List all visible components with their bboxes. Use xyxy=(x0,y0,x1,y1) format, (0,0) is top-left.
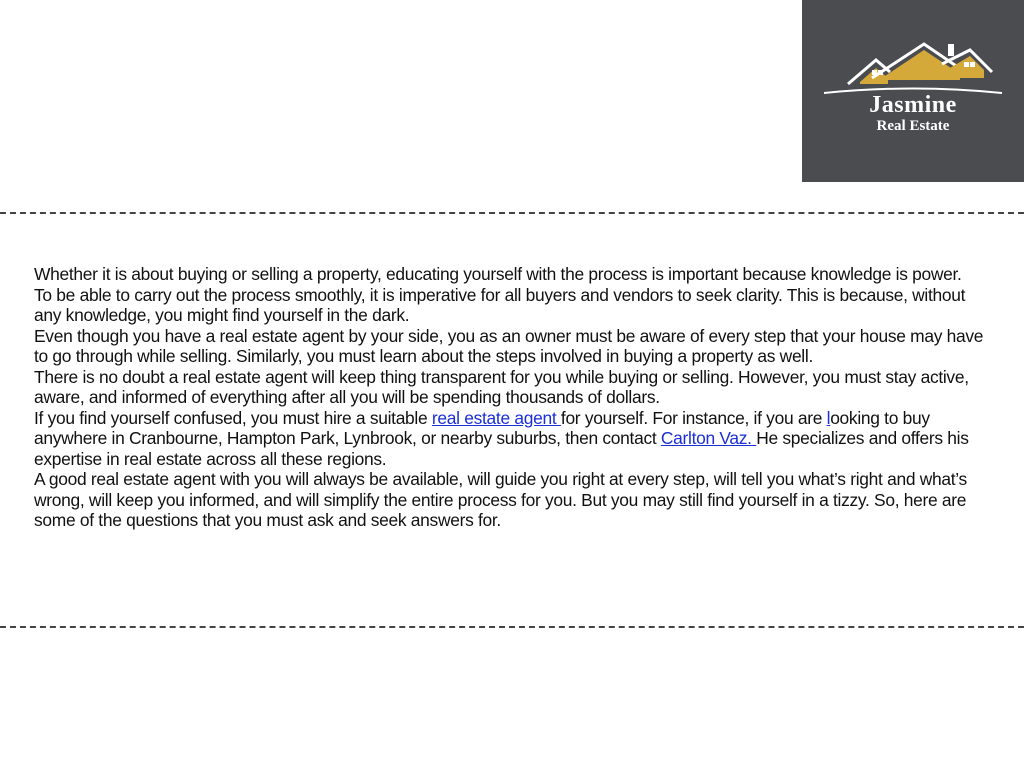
paragraph-text: If you find yourself confused, you must hire a suitable xyxy=(34,407,432,428)
logo-title: Jasmine xyxy=(869,92,957,118)
paragraph-with-links xyxy=(34,408,984,470)
top-divider xyxy=(0,212,1024,214)
paragraph-text: ooking to buy anywhere in Cranbourne, Hampton Park, Lynbrook, or nearby suburbs, then contact xyxy=(34,407,930,448)
company-logo xyxy=(802,0,1024,182)
carlton-vaz-link[interactable]: Carlton Vaz. xyxy=(660,428,757,448)
paragraph: There is no doubt a real estate agent will keep thing transparent for you while buying or selling. However, you must stay active, aware, and informed of everything after all you will be spending thousands of dollars. xyxy=(34,366,969,407)
real-estate-agent-link[interactable]: real estate agent xyxy=(431,407,561,428)
paragraph: Whether it is about buying or selling a property, educating yourself with the process is important because knowledge is power. xyxy=(34,264,962,284)
house-roof-icon xyxy=(820,38,1006,98)
article-body xyxy=(34,264,984,531)
paragraph: A good real estate agent with you will always be available, will guide you right at every step, will tell you what’s right and what’s wrong, will keep you informed, and will simplify the entire process for you. But you may still find yourself in a tizzy. So, here are some of the questions that you must ask and seek answers for. xyxy=(34,469,967,530)
logo-subtitle: Real Estate xyxy=(876,118,950,134)
paragraph-text: He specializes and offers his expertise in real estate across all these regions. xyxy=(34,428,969,469)
paragraph: Even though you have a real estate agent by your side, you as an owner must be aware of every step that your house may have to go through while selling. Similarly, you must learn about the steps involved in buying a property as well. xyxy=(34,325,984,366)
paragraph-text: for yourself. For instance, if you are xyxy=(560,407,827,428)
bottom-divider xyxy=(0,626,1024,628)
looking-link[interactable]: l xyxy=(826,407,831,428)
paragraph: To be able to carry out the process smoothly, it is imperative for all buyers and vendors to seek clarity. This is because, without any knowledge, you might find yourself in the dark. xyxy=(34,284,966,325)
